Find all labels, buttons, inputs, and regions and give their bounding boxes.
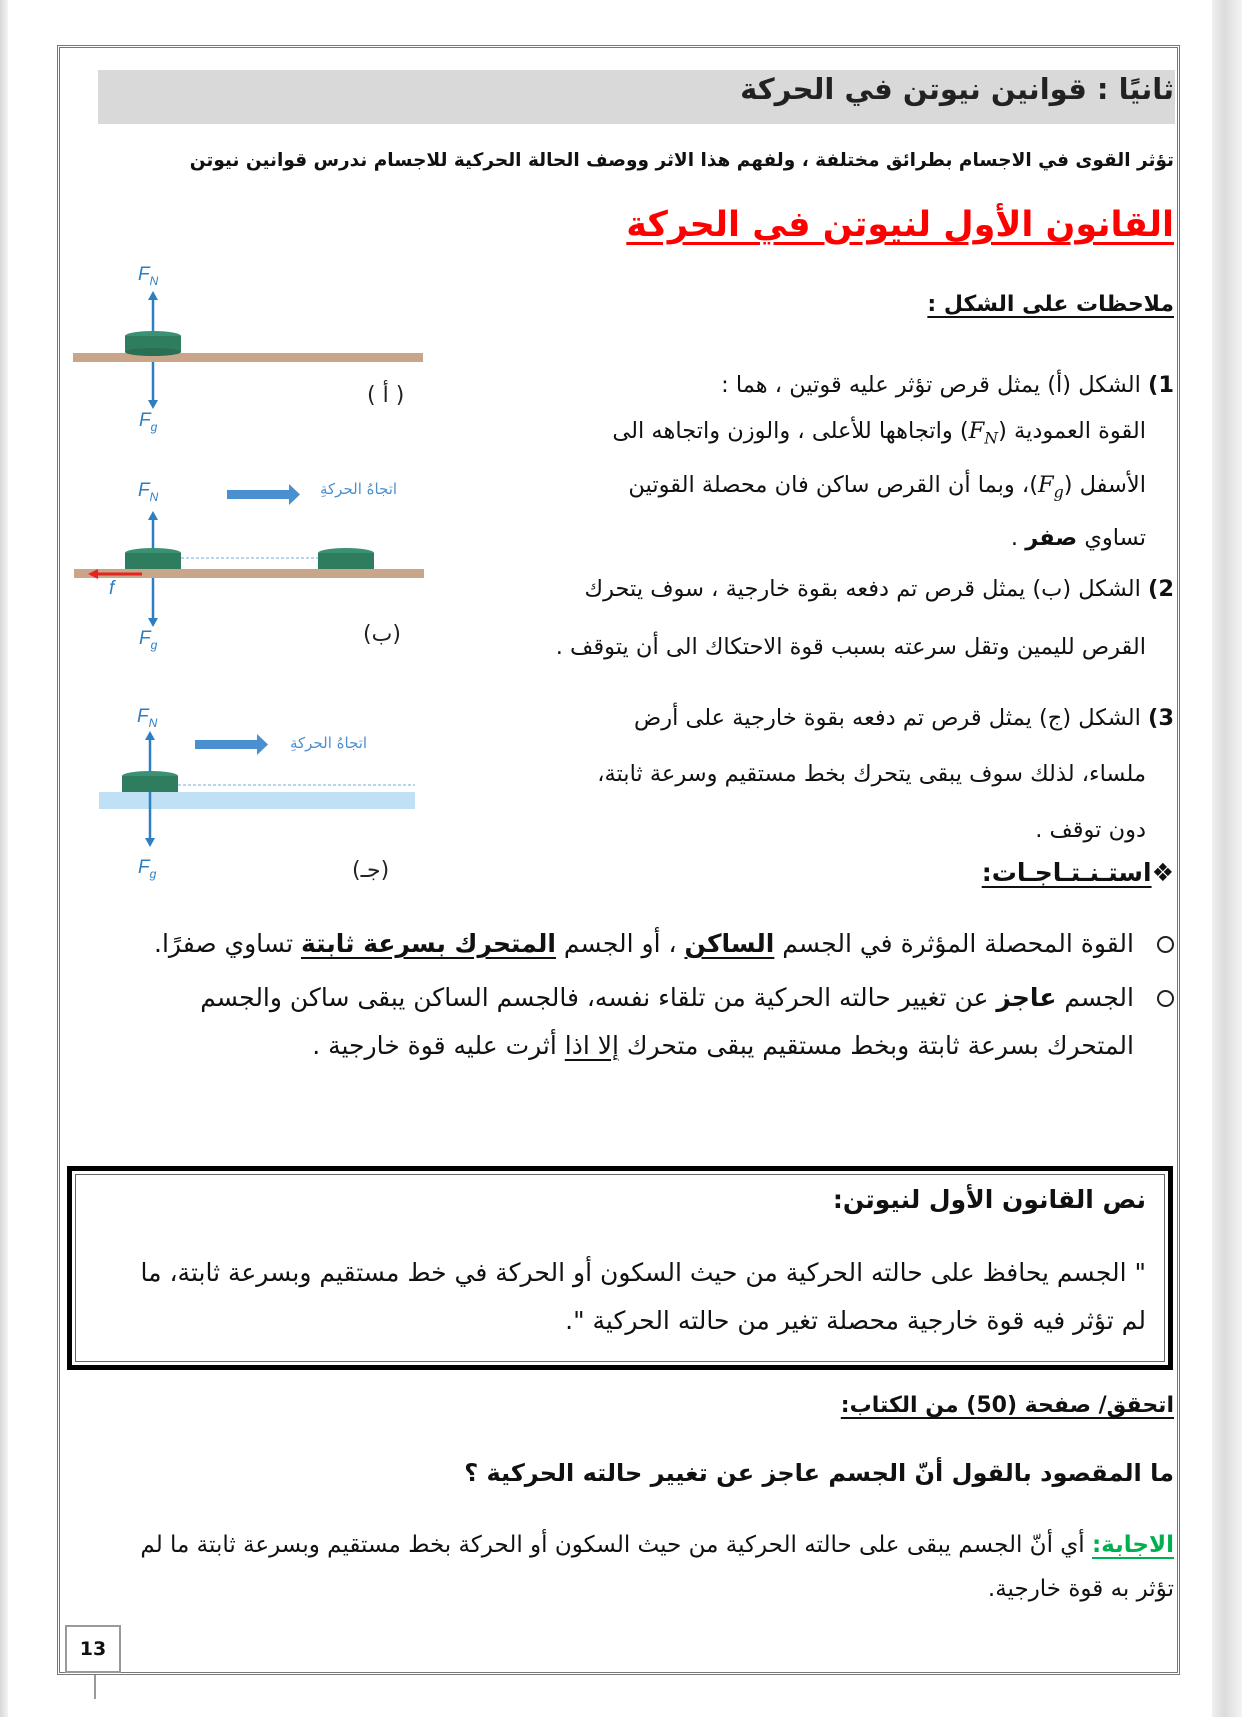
diamond-bullet-icon: ❖	[1151, 858, 1174, 887]
fg-label: $F_g$	[138, 857, 157, 881]
screen-edge-right	[1212, 0, 1242, 1717]
law-statement-text: " الجسم يحافظ على حالته الحركية من حيث السكون أو الحركة في خط مستقيم وبسرعة ثابتة، ما لم تؤثر فيه قوة خارجية محصلة تغير من حالته الحركية ".	[140, 1258, 1146, 1335]
check-question: ما المقصود بالقول أنّ الجسم عاجز عن تغيير حالته الحركية ؟	[464, 1459, 1174, 1487]
motion-direction-label: اتجاهُ الحركةِ	[290, 734, 368, 752]
figure-c-caption: (جـ)	[352, 858, 390, 883]
fg-label: $F_g$	[139, 628, 158, 652]
disc-body	[125, 553, 181, 569]
note-text: الشكل (أ) يمثل قرص تؤثر عليه قوتين ، هما :	[721, 372, 1149, 398]
arrowhead-icon	[148, 618, 158, 627]
disc-body	[122, 776, 178, 792]
conclusion-item: الجسم عاجز عن تغيير حالته الحركية من تلقاء نفسه، فالجسم الساكن يبقى ساكن والجسم المتحرك بسرعة ثابتة وبخط مستقيم يبقى متحرك إلا اذا أثرت عليه قوة خارجية .	[114, 974, 1174, 1070]
emphasis-unless: إلا اذا	[564, 1031, 619, 1060]
fn-label: $F_N$	[138, 264, 159, 288]
disc-bottom	[125, 348, 181, 356]
fg-label: $F_g$	[139, 410, 158, 434]
page-number-tick	[94, 1675, 96, 1699]
answer-text: أي أنّ الجسم يبقى على حالته الحركية من حيث السكون أو الحركة بخط مستقيم وبسرعة ثابتة ما لم تؤثر به قوة خارجية.	[140, 1532, 1174, 1602]
arrowhead-icon	[145, 731, 155, 740]
figure-b-caption: (ب)	[363, 622, 401, 647]
conclusion-item: القوة المحصلة المؤثرة في الجسم الساكن ، أو الجسم المتحرك بسرعة ثابتة تساوي صفرًا.	[114, 920, 1174, 968]
floor-surface	[73, 353, 423, 362]
notes-heading: ملاحظات على الشكل :	[927, 292, 1174, 317]
conclusions-list	[114, 920, 1174, 1070]
emphasis-constant-velocity: المتحرك بسرعة ثابتة	[301, 929, 556, 958]
arrowhead-icon	[145, 838, 155, 847]
intro-text: تؤثر القوى في الاجسام بطرائق مختلفة ، ولفهم هذا الاثر ووصف الحالة الحركية للاجسام ندرس قوانين نيوتن	[189, 150, 1174, 171]
disc-body-moved	[318, 553, 374, 569]
figure-a-caption: ( أ )	[367, 383, 405, 408]
emphasis-at-rest: الساكن	[684, 929, 775, 958]
answer-label: الاجابة:	[1091, 1532, 1174, 1558]
weight-force-symbol: $F_g$	[1037, 471, 1064, 501]
emphasis-unable: عاجز	[996, 983, 1057, 1012]
note-text: الشكل (ب) يمثل قرص تم دفعه بقوة خارجية ، سوف يتحرك	[584, 576, 1149, 602]
page-number: 13	[65, 1625, 121, 1673]
conclusions-heading-text: استـنـتـاجـات:	[981, 858, 1152, 887]
note-1: 1) الشكل (أ) يمثل قرص تؤثر عليه قوتين ، هما : القوة العمودية $(F_N)$ واتجاهها للأعلى ، والوزن واتجاهه الى الأسفل $(F_g)،$ وبما أن القرص ساكن فان محصلة القوتين تساوي صفر .	[612, 372, 1174, 551]
note-number: 2)	[1148, 576, 1174, 602]
friction-label: f	[109, 578, 115, 599]
note-text: دون توقف .	[1035, 817, 1146, 843]
note-text: تساوي	[1077, 525, 1146, 551]
note-text: القرص لليمين وتقل سرعته بسبب قوة الاحتكاك الى أن يتوقف .	[555, 634, 1146, 660]
note-2	[454, 560, 1174, 676]
frictionless-surface	[99, 792, 415, 809]
screen-edge-left	[0, 0, 8, 1717]
motion-arrow-icon	[289, 484, 300, 505]
law-statement-box	[67, 1166, 1173, 1370]
motion-direction-label: اتجاهُ الحركةِ	[320, 480, 398, 498]
note-3	[474, 690, 1174, 858]
fn-label: $F_N$	[137, 706, 158, 730]
law-statement-heading: نص القانون الأول لنيوتن:	[832, 1185, 1146, 1214]
motion-arrow-shaft	[227, 490, 289, 499]
motion-arrow-shaft	[195, 740, 257, 749]
note-number: 1)	[1148, 372, 1174, 398]
fn-label: $F_N$	[138, 480, 159, 504]
motion-arrow-icon	[257, 734, 268, 755]
note-number: 3)	[1148, 705, 1174, 731]
arrowhead-icon	[148, 400, 158, 409]
arrowhead-icon	[148, 291, 158, 300]
note-text: ) واتجاهها للأعلى ، والوزن واتجاهه الى	[612, 418, 969, 444]
check-heading: اتحقق/ صفحة (50) من الكتاب:	[840, 1393, 1174, 1418]
figure-a-drawing	[60, 250, 440, 450]
arrowhead-icon	[148, 511, 158, 520]
normal-force-symbol: $F_N$	[968, 418, 999, 448]
note-bold-zero: صفر	[1025, 525, 1078, 551]
circle-bullet-icon	[1157, 990, 1174, 1007]
note-text: ملساء، لذلك سوف يبقى يتحرك بخط مستقيم وسرعة ثابتة،	[597, 761, 1146, 787]
section-title: ثانيًا : قوانين نيوتن في الحركة	[740, 72, 1174, 106]
note-text: الشكل (ج) يمثل قرص تم دفعه بقوة خارجية على أرض	[634, 705, 1149, 731]
check-answer	[124, 1523, 1174, 1611]
note-text: القوة العمودية (	[998, 418, 1146, 444]
conclusions-heading	[982, 858, 1174, 887]
circle-bullet-icon	[1157, 936, 1174, 953]
law-title: القانون الأول لنيوتن في الحركة	[626, 205, 1174, 245]
note-text: )، وبما أن القرص ساكن فان محصلة القوتين	[628, 471, 1038, 498]
note-text: الأسفل (	[1063, 471, 1146, 498]
